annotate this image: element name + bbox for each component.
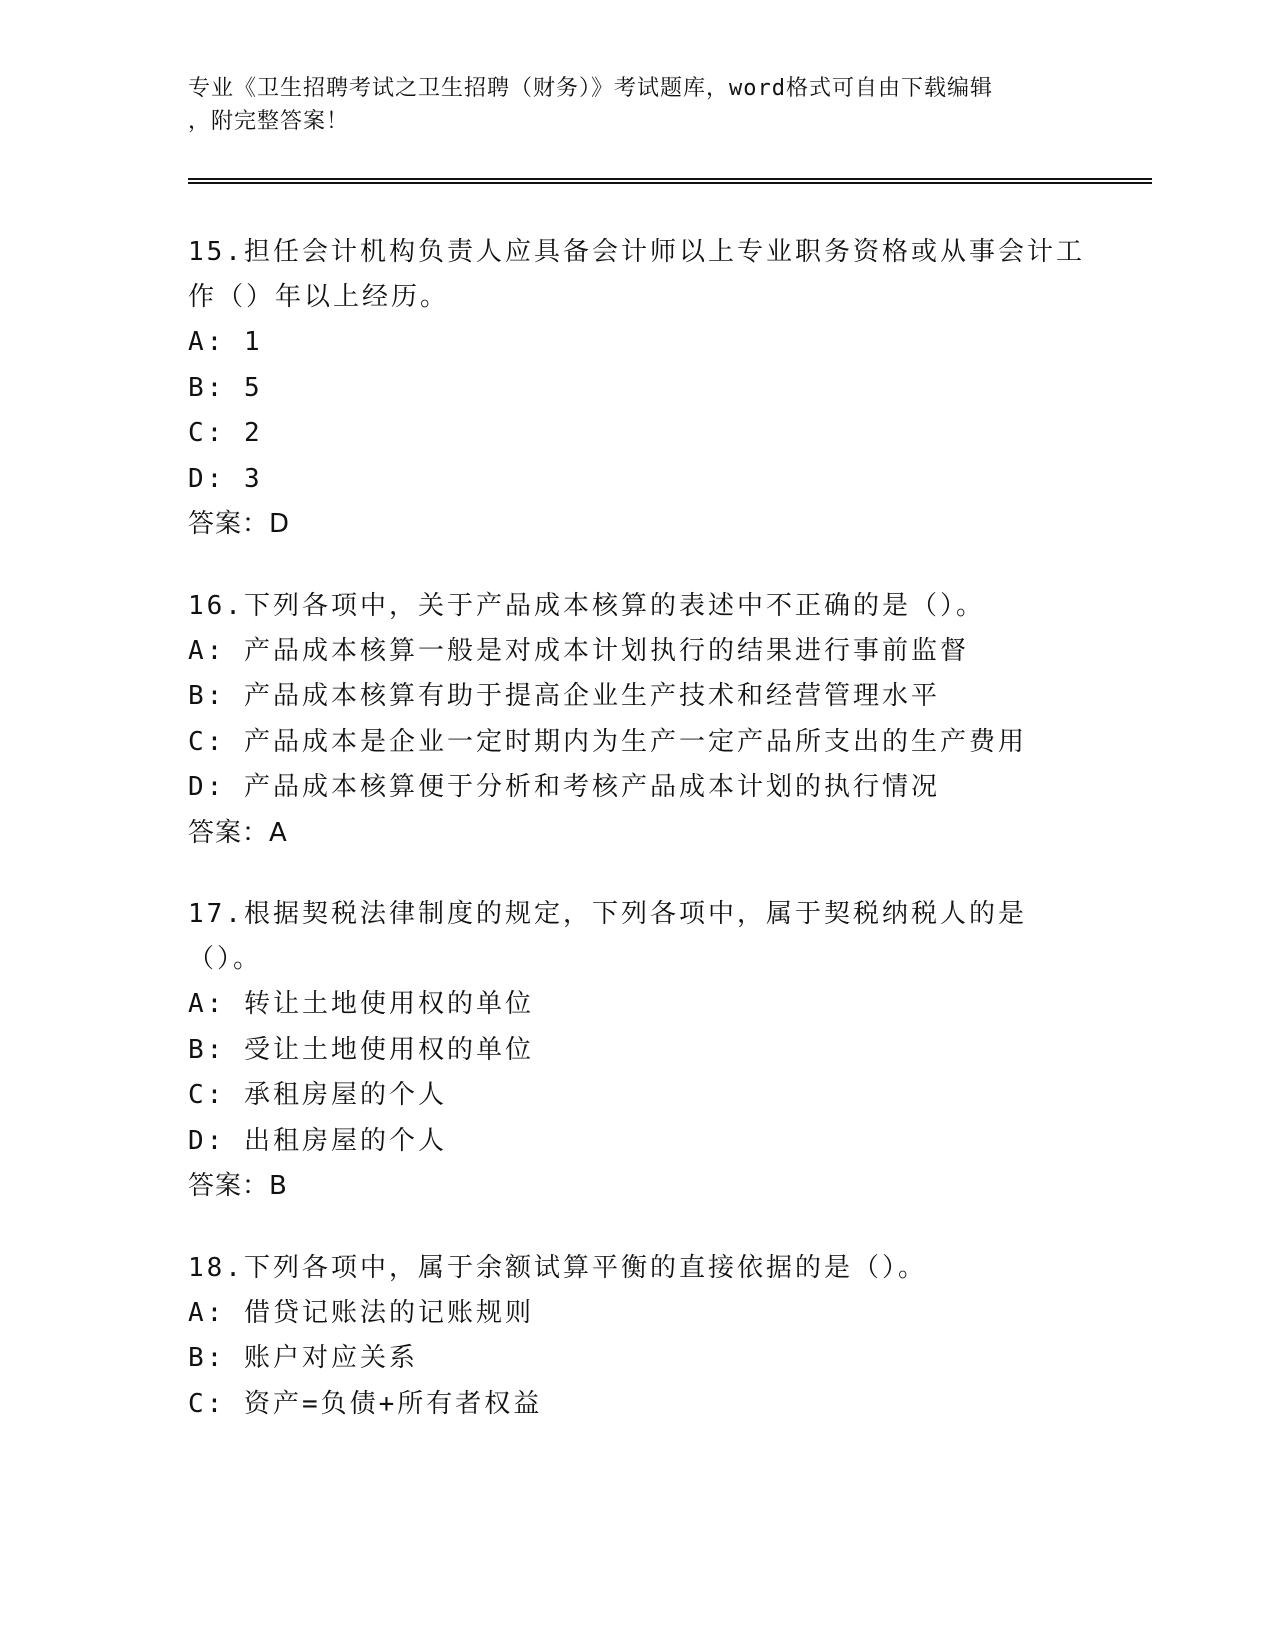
answer-line: 答案：B — [188, 1171, 288, 1201]
document-header — [188, 72, 1088, 138]
option-b: B: 5 — [188, 372, 263, 403]
option-c: C: 资产=负债+所有者权益 — [188, 1388, 543, 1419]
answer-line: 答案：D — [188, 509, 291, 539]
question-text: 16.下列各项中，关于产品成本核算的表述中不正确的是（）。 — [188, 590, 985, 621]
question-list — [188, 230, 1088, 1463]
option-a: A: 借贷记账法的记账规则 — [188, 1297, 534, 1328]
option-b: B: 受让土地使用权的单位 — [188, 1034, 534, 1065]
question-text: 17.根据契税法律制度的规定，下列各项中，属于契税纳税人的是（）。 — [188, 899, 1027, 974]
option-a: A: 1 — [188, 327, 263, 357]
option-a: A: 转让土地使用权的单位 — [188, 989, 534, 1019]
question-18 — [188, 1246, 1088, 1428]
option-d: D: 出租房屋的个人 — [188, 1125, 447, 1156]
option-d: D: 产品成本核算便于分析和考核产品成本计划的执行情况 — [188, 772, 940, 802]
option-d: D: 3 — [188, 463, 263, 494]
question-15 — [188, 230, 1088, 548]
option-c: C: 产品成本是企业一定时期内为生产一定产品所支出的生产费用 — [188, 726, 1027, 757]
answer-line: 答案：A — [188, 817, 288, 848]
question-text: 15.担任会计机构负责人应具备会计师以上专业职务资格或从事会计工作（）年以上经历。 — [188, 237, 1085, 312]
question-text: 18.下列各项中，属于余额试算平衡的直接依据的是（）。 — [188, 1252, 927, 1283]
header-intro-line1: 专业《卫生招聘考试之卫生招聘（财务）》考试题库，word格式可自由下载编辑 — [188, 76, 993, 101]
question-17 — [188, 892, 1088, 1210]
question-16 — [188, 584, 1088, 857]
option-b: B: 账户对应关系 — [188, 1343, 418, 1373]
option-a: A: 产品成本核算一般是对成本计划执行的结果进行事前监督 — [188, 635, 969, 666]
option-c: C: 2 — [188, 418, 263, 448]
header-intro-line2: ，附完整答案！ — [188, 109, 350, 134]
option-b: B: 产品成本核算有助于提高企业生产技术和经营管理水平 — [188, 681, 940, 711]
option-c: C: 承租房屋的个人 — [188, 1080, 447, 1110]
header-divider — [188, 178, 1152, 184]
